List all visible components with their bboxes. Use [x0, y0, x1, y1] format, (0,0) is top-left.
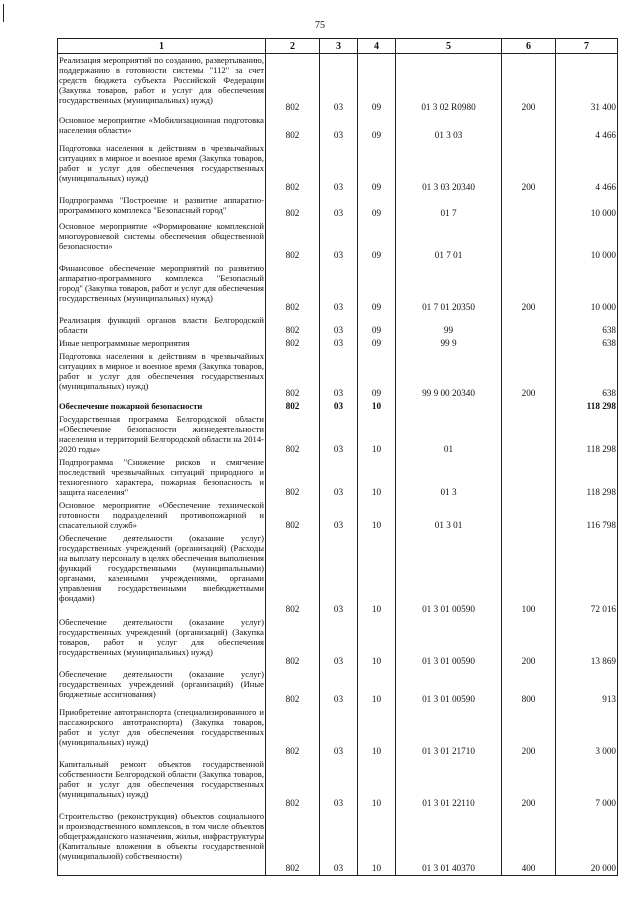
- row-target-article: [396, 400, 502, 413]
- row-description: Основное мероприятие «Формирование комплексной многоуровневой системы обеспечения общественной безопасности»: [58, 220, 266, 262]
- row-amount: 10 000: [556, 194, 618, 220]
- row-target-article: 01: [396, 413, 502, 456]
- row-expense-type: [502, 220, 556, 262]
- row-grbs-code: 802: [266, 413, 320, 456]
- row-description: Государственная программа Белгородской области «Обеспечение безопасности жизнедеятельности населения и территорий Белгородской области на 2014-2020 годы»: [59, 413, 264, 454]
- row-subsection-code: 09: [358, 54, 396, 114]
- row-section-code: 03: [320, 114, 358, 142]
- row-expense-type: [502, 456, 556, 499]
- row-section-code: 03: [320, 400, 358, 413]
- row-target-article: 01 3 01 00590: [396, 532, 502, 616]
- row-section-code: 03: [320, 54, 358, 114]
- table-row: [58, 456, 618, 499]
- row-section-code: 03: [320, 413, 358, 456]
- table-row: [58, 314, 618, 337]
- row-subsection-code: 09: [358, 350, 396, 400]
- row-subsection-code: 10: [358, 532, 396, 616]
- row-section-code: 03: [320, 314, 358, 337]
- budget-table: [57, 38, 618, 876]
- row-grbs-code: 802: [266, 142, 320, 194]
- table-row: [58, 706, 618, 758]
- row-grbs-code: 802: [266, 810, 320, 876]
- row-expense-type: [502, 314, 556, 337]
- row-description: Подготовка населения к действиям в чрезвычайных ситуациях в мирное и военное время (Закупка товаров, работ и услуг для обеспечения государственных (муниципальных) нужд): [58, 350, 266, 400]
- table-row: [58, 758, 618, 810]
- col-header-7: 7: [556, 39, 618, 54]
- row-target-article: 01 7 01 20350: [396, 262, 502, 314]
- row-target-article: 01 3: [396, 456, 502, 499]
- row-target-article: 99 9 00 20340: [396, 350, 502, 400]
- row-amount: 7 000: [556, 758, 618, 810]
- row-section-code: 03: [320, 758, 358, 810]
- row-section-code: 03: [320, 194, 358, 220]
- row-target-article: 01 7 01: [396, 220, 502, 262]
- row-description: Обеспечение деятельности (оказание услуг) государственных учреждений (организаций) (Расходы на выплату персоналу в целях обеспечения выполнения функций государственными (муниципальными) органами, казенными учреждениями, органами управления государственными внебюджетными фондами): [58, 532, 266, 616]
- row-amount: 10 000: [556, 262, 618, 314]
- row-target-article: 01 3 01 22110: [396, 758, 502, 810]
- row-grbs-code: 802: [266, 194, 320, 220]
- row-section-code: 03: [320, 810, 358, 876]
- row-section-code: 03: [320, 337, 358, 350]
- row-target-article: 99 9: [396, 337, 502, 350]
- row-subsection-code: 10: [358, 706, 396, 758]
- row-subsection-code: 10: [358, 616, 396, 668]
- table-row: [58, 616, 618, 668]
- row-target-article: 01 7: [396, 194, 502, 220]
- row-description: Обеспечение деятельности (оказание услуг) государственных учреждений (организаций) (Иные бюджетные ассигнования): [58, 668, 266, 706]
- page-number: 75: [315, 20, 325, 31]
- row-grbs-code: 802: [266, 532, 320, 616]
- row-subsection-code: 10: [358, 810, 396, 876]
- table-row: [58, 668, 618, 706]
- row-target-article: 01 3 01: [396, 499, 502, 532]
- table-row: [58, 194, 618, 220]
- row-subsection-code: 09: [358, 114, 396, 142]
- row-section-code: 03: [320, 499, 358, 532]
- row-amount: 638: [556, 337, 618, 350]
- row-subsection-code: 10: [358, 400, 396, 413]
- table-row: [58, 114, 618, 142]
- row-amount: 913: [556, 668, 618, 706]
- row-expense-type: [502, 413, 556, 456]
- row-target-article: 99: [396, 314, 502, 337]
- row-amount: 13 869: [556, 616, 618, 668]
- row-expense-type: 200: [502, 706, 556, 758]
- table-row: [58, 54, 618, 114]
- row-expense-type: 200: [502, 350, 556, 400]
- row-section-code: 03: [320, 142, 358, 194]
- row-grbs-code: 802: [266, 706, 320, 758]
- row-amount: 10 000: [556, 220, 618, 262]
- table-row: [58, 499, 618, 532]
- row-expense-type: [502, 400, 556, 413]
- row-grbs-code: 802: [266, 314, 320, 337]
- row-grbs-code: 802: [266, 350, 320, 400]
- col-header-2: 2: [266, 39, 320, 54]
- row-grbs-code: 802: [266, 668, 320, 706]
- row-amount: 3 000: [556, 706, 618, 758]
- table-row: [58, 810, 618, 876]
- row-section-code: 03: [320, 220, 358, 262]
- row-target-article: 01 3 01 00590: [396, 668, 502, 706]
- header-row: [58, 39, 618, 54]
- row-grbs-code: 802: [266, 114, 320, 142]
- row-section-code: 03: [320, 668, 358, 706]
- row-description: Приобретение автотранспорта (специализированного и пассажирского автотранспорта) (Закупка товаров, работ и услуг для обеспечения государственных (муниципальных) нужд): [58, 706, 266, 758]
- row-description: Финансовое обеспечение мероприятий по развитию аппаратно-программного комплекса "Безопасный город" (Закупка товаров, работ и услуг для обеспечения государственных (муниципальных) нужд): [58, 262, 266, 314]
- row-amount: 118 298: [556, 456, 618, 499]
- row-expense-type: [502, 194, 556, 220]
- row-subsection-code: 10: [358, 758, 396, 810]
- row-expense-type: 200: [502, 142, 556, 194]
- row-section-code: 03: [320, 532, 358, 616]
- row-description: Обеспечение пожарной безопасности: [58, 400, 266, 413]
- row-amount: 20 000: [556, 810, 618, 876]
- row-description: Реализация функций органов власти Белгородской области: [59, 314, 264, 335]
- table-row: [58, 220, 618, 262]
- row-description: Подпрограмма "Снижение рисков и смягчение последствий чрезвычайных ситуаций природного и техногенного характера, пожарная безопасность и защита населения": [59, 456, 264, 497]
- row-amount: 116 798: [556, 499, 618, 532]
- row-subsection-code: 10: [358, 413, 396, 456]
- row-expense-type: [502, 499, 556, 532]
- table-row: [58, 532, 618, 616]
- row-expense-type: 200: [502, 262, 556, 314]
- table-row: [58, 350, 618, 400]
- row-description: Обеспечение деятельности (оказание услуг) государственных учреждений (организаций) (Закупка товаров, работ и услуг для обеспечения государственных (муниципальных) нужд): [58, 616, 266, 668]
- row-description: Основное мероприятие «Обеспечение технической готовности подразделений противопожарной и спасательной служб»: [59, 499, 264, 530]
- row-amount: 4 466: [556, 114, 618, 142]
- row-description: Основное мероприятие «Мобилизационная подготовка населения области»: [58, 114, 266, 142]
- table-body: [58, 54, 618, 876]
- row-grbs-code: 802: [266, 758, 320, 810]
- row-target-article: 01 3 01 21710: [396, 706, 502, 758]
- col-header-1: 1: [58, 39, 266, 54]
- col-header-4: 4: [358, 39, 396, 54]
- row-amount: 72 016: [556, 532, 618, 616]
- row-description: Капитальный ремонт объектов государственной собственности Белгородской области (Закупка товаров, работ и услуг для обеспечения государственных (муниципальных) нужд): [58, 758, 266, 810]
- row-target-article: 01 3 03: [396, 114, 502, 142]
- row-subsection-code: 09: [358, 220, 396, 262]
- row-description: Подпрограмма "Построение и развитие аппаратно-программного комплекса "Безопасный город": [58, 194, 266, 220]
- row-amount: 638: [556, 350, 618, 400]
- col-header-3: 3: [320, 39, 358, 54]
- table-row: [58, 142, 618, 194]
- row-amount: 118 298: [556, 413, 618, 456]
- row-subsection-code: 10: [358, 668, 396, 706]
- col-header-6: 6: [502, 39, 556, 54]
- row-amount: 4 466: [556, 142, 618, 194]
- row-subsection-code: 09: [358, 262, 396, 314]
- row-expense-type: 200: [502, 758, 556, 810]
- row-subsection-code: 09: [358, 142, 396, 194]
- row-grbs-code: 802: [266, 616, 320, 668]
- row-description: Строительство (реконструкция) объектов социального и производственного комплексов, в том числе объектов общегражданского назначения, жилья, инфраструктуры (Капитальные вложения в объекты государственной (муниципальной) собственности): [58, 810, 266, 876]
- row-subsection-code: 09: [358, 314, 396, 337]
- row-expense-type: 400: [502, 810, 556, 876]
- table-row: [58, 337, 618, 350]
- row-section-code: 03: [320, 706, 358, 758]
- row-subsection-code: 09: [358, 337, 396, 350]
- row-grbs-code: 802: [266, 400, 320, 413]
- row-description: Иные непрограммные мероприятия: [58, 337, 266, 350]
- row-target-article: 01 3 01 40370: [396, 810, 502, 876]
- row-amount: 118 298: [556, 400, 618, 413]
- row-subsection-code: 10: [358, 499, 396, 532]
- row-section-code: 03: [320, 350, 358, 400]
- row-target-article: 01 3 01 00590: [396, 616, 502, 668]
- row-section-code: 03: [320, 262, 358, 314]
- table-row: [58, 400, 618, 413]
- row-grbs-code: 802: [266, 499, 320, 532]
- row-grbs-code: 802: [266, 54, 320, 114]
- row-amount: 638: [556, 314, 618, 337]
- row-expense-type: 800: [502, 668, 556, 706]
- row-expense-type: [502, 114, 556, 142]
- row-expense-type: 200: [502, 616, 556, 668]
- row-section-code: 03: [320, 456, 358, 499]
- row-expense-type: 100: [502, 532, 556, 616]
- row-expense-type: [502, 337, 556, 350]
- row-target-article: 01 3 02 R0980: [396, 54, 502, 114]
- row-description: Реализация мероприятий по созданию, развертыванию, поддержанию в готовности системы "112" за счет средств бюджета субъекта Российской Федерации (Закупка товаров, работ и услуг для обеспечения государственных (муниципальных) нужд): [58, 54, 266, 114]
- row-grbs-code: 802: [266, 262, 320, 314]
- row-grbs-code: 802: [266, 337, 320, 350]
- row-grbs-code: 802: [266, 456, 320, 499]
- col-header-5: 5: [396, 39, 502, 54]
- row-section-code: 03: [320, 616, 358, 668]
- row-target-article: 01 3 03 20340: [396, 142, 502, 194]
- row-subsection-code: 09: [358, 194, 396, 220]
- row-subsection-code: 10: [358, 456, 396, 499]
- row-grbs-code: 802: [266, 220, 320, 262]
- table-row: [58, 413, 618, 456]
- row-amount: 31 400: [556, 54, 618, 114]
- row-description: Подготовка населения к действиям в чрезвычайных ситуациях в мирное и военное время (Закупка товаров, работ и услуг для обеспечения государственных (муниципальных) нужд): [58, 142, 266, 194]
- table-row: [58, 262, 618, 314]
- row-expense-type: 200: [502, 54, 556, 114]
